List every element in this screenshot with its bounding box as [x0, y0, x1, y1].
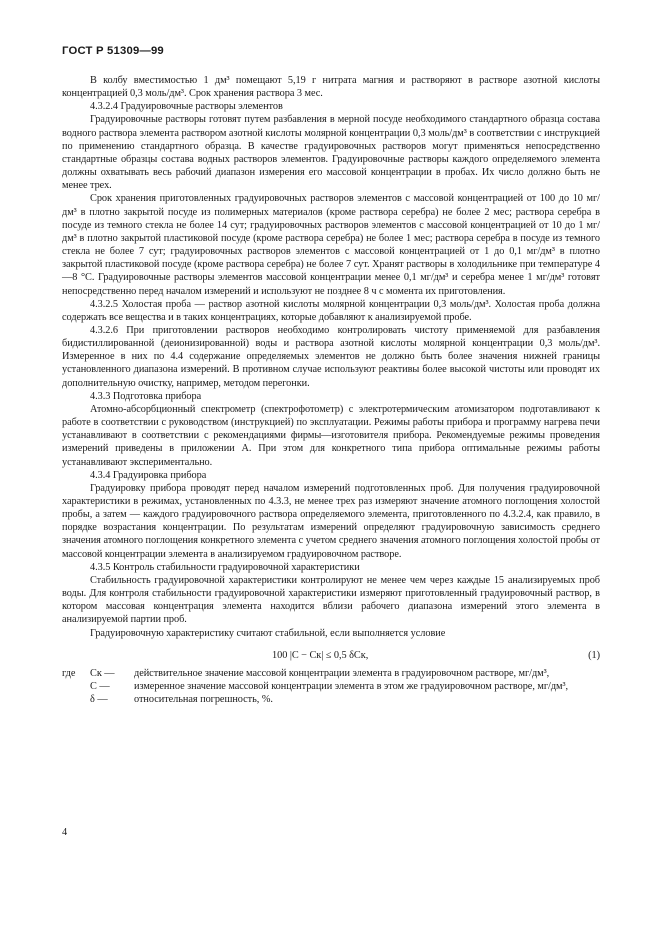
definition-text: относительная погрешность, %.: [134, 694, 273, 706]
definition-text: действительное значение массовой концентрации элемента в градуировочном растворе, мг/дм³,: [134, 667, 550, 679]
paragraph-calibration-solutions: Градуировочные растворы готовят путем разбавления в мерной посуде необходимого стандартного образца состава водного раствора элемента раствором азотной кислоты молярной концентрации 0,3 моль/дм³ в соответствии с инструкцией по применению стандартного образца. В качестве градуировочных растворов могут применяться непосредственно стандартные образцы состава водных растворов элементов. Градуировочные растворы каждого определяемого элемента должны охватывать весь рабочий диапазон измерения его массовой концентрации в пробах. Их число должно быть не менее трех.: [62, 114, 600, 192]
paragraph-instrument-preparation: Атомно-абсорбционный спектрометр (спектрофотометр) с электротермическим атомизатором подготавливают к работе в соответствии с руководством (инструкцией) по эксплуатации. Режимы работы прибора и программу нагрева печи устанавливают в соответствии с рекомендациями фирмы—изготовителя прибора. Рекомендуемые режимы проведения измерений приведены в приложении А. При этом для конкретного типа прибора оптимальные режимы работы устанавливают экспериментально.: [62, 403, 600, 468]
formula-number: (1): [588, 649, 600, 661]
section-heading-4-3-5: 4.3.5 Контроль стабильности градуировочной характеристики: [90, 561, 360, 573]
definition-symbol: δ —: [90, 694, 108, 706]
paragraph-blank-sample: 4.3.2.5 Холостая проба — раствор азотной кислоты молярной концентрации 0,3 моль/дм³. Холостая проба должна содержать все вещества и в таких концентрациях, которые добавляют к анализируемой пробе.: [62, 298, 600, 323]
definition-text: измеренное значение массовой концентрации элемента в этом же градуировочном растворе, мг/дм³,: [134, 680, 569, 692]
definition-row: [62, 667, 600, 680]
paragraph-magnesium-solution: В колбу вместимостью 1 дм³ помещают 5,19 г нитрата магния и растворяют в растворе азотной кислоты концентрацией 0,3 моль/дм³. Срок хранения раствора 3 мес.: [62, 75, 600, 100]
formula-definitions: [62, 667, 600, 706]
standard-header: ГОСТ Р 51309—99: [62, 45, 164, 57]
definition-symbol: C —: [90, 680, 110, 692]
paragraph-stability-condition: Градуировочную характеристику считают стабильной, если выполняется условие: [90, 627, 446, 639]
section-heading-4-3-2-4: 4.3.2.4 Градуировочные растворы элементов: [90, 101, 283, 113]
paragraph-storage-terms: Срок хранения приготовленных градуировочных растворов элементов с массовой концентрацией от 100 до 10 мг/дм³ в плотно закрытой посуде из полимерных материалов (кроме раствора серебра) не более 2 мес; раствора серебра в посуде из темного стекла не более 14 сут; градуировочных растворов элементов с массовой концентрацией от 10 до 1 мг/дм³ в плотно закрытой пластиковой посуде (кроме раствора серебра) не более 1 мес; раствора серебра в посуде из темного стекла не более 7 сут; градуировочных растворов элементов с массовой концентрацией от 1 до 0,1 мг/дм³ в плотно закрытой пластиковой посуде (кроме раствора серебра) не более 7 сут. Хранят растворы в холодильнике при температуре 4—8 °С. Градуировочные растворы элементов массовой концентрации менее 0,1 мг/дм³ и серебра менее 1 мг/дм³ готовят непосредственно перед началом измерений и используют не позднее 8 ч с момента их приготовления.: [62, 193, 600, 297]
document-page: [62, 44, 600, 706]
paragraph-stability-control: Стабильность градуировочной характеристики контролируют не менее чем через каждые 15 анализируемых проб воды. Для контроля стабильности градуировочной характеристики измеряют приготовленный градуировочный раствор, в котором массовая концентрация элемента находится вблизи рабочего диапазона измерений этого элемента в анализируемой партии проб.: [62, 574, 600, 626]
paragraph-purity-control: 4.3.2.6 При приготовлении растворов необходимо контролировать чистоту применяемой для разбавления бидистиллированной (деионизированной) воды и раствора азотной кислоты молярной концентрации 0,3 моль/дм³. Измеренное в них по 4.4 содержание определяемых элементов не должно быть более значения нижней границы установленного диапазона измерений. В противном случае используют реактивы более высокой чистоты или проводят их дополнительную очистку, например, методом перегонки.: [62, 324, 600, 389]
section-heading-4-3-4: 4.3.4 Градуировка прибора: [90, 469, 207, 481]
section-heading-4-3-3: 4.3.3 Подготовка прибора: [90, 390, 202, 402]
definition-where: где: [62, 667, 76, 679]
definition-symbol: Cк —: [90, 667, 115, 679]
paragraph-instrument-calibration: Градуировку прибора проводят перед началом измерений подготовленных проб. Для получения градуировочной характеристики в режимах, установленных по 4.3.3, не менее трех раз измеряют значение атомного поглощения холостой пробы, а затем — каждого градуировочного раствора определяемого элемента, приготовленного по 4.3.2.4, как правило, в порядке возрастания концентрации. По результатам измерений определяют градуировочную зависимость среднего значения атомного поглощения конкретного элемента с учетом среднего значения атомного поглощения холостой пробы от массовой концентрации элемента в анализируемом градуировочном растворе.: [62, 482, 600, 560]
formula-block: [62, 647, 600, 664]
definition-row: [62, 693, 600, 706]
formula-expression: 100 |C − Cк| ≤ 0,5 δCк,: [272, 649, 369, 661]
page-number: 4: [62, 827, 68, 838]
definition-row: [62, 680, 600, 693]
